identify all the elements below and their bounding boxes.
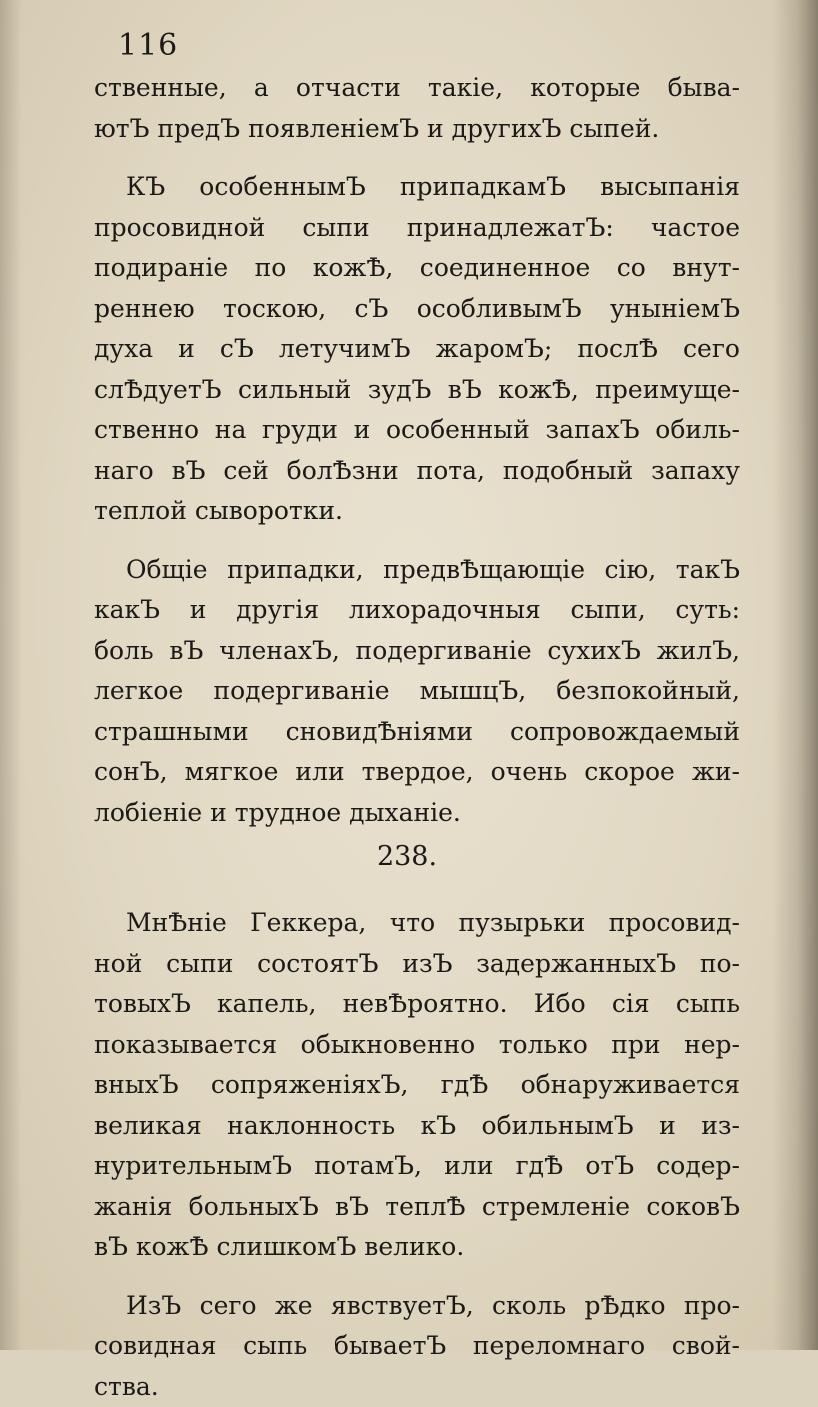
text-line: великая наклонность кЪ обильнымЪ и из- xyxy=(94,1106,740,1147)
paragraph-conclusion xyxy=(94,1286,740,1407)
paragraph-general-symptoms xyxy=(94,550,740,834)
text-line: жанія больныхЪ вЪ теплѢ стремленіе соковЪ xyxy=(94,1187,740,1228)
text-line: страшными сновидѢніями сопровождаемый xyxy=(94,712,740,753)
paragraph-continuation xyxy=(94,68,740,149)
text-line: ютЪ предЪ появленіемЪ и другихЪ сыпей. xyxy=(94,109,740,150)
text-line: сонЪ, мягкое или твердое, очень скорое жи- xyxy=(94,752,740,793)
text-line: товыхЪ капель, невѢроятно. Ибо сія сыпь xyxy=(94,984,740,1025)
text-line: МнѢніе Геккера, что пузырьки просовид- xyxy=(94,903,740,944)
text-line: вЪ кожѢ слишкомЪ велико. xyxy=(94,1227,740,1268)
page-number: 116 xyxy=(118,28,178,63)
text-line: духа и сЪ летучимЪ жаромЪ; послѢ сего xyxy=(94,329,740,370)
text-line: ИзЪ сего же явствуетЪ, сколь рѢдко про- xyxy=(94,1286,740,1327)
text-line: какЪ и другія лихорадочныя сыпи, суть: xyxy=(94,590,740,631)
text-line: Общіе припадки, предвѢщающіе сію, такЪ xyxy=(94,550,740,591)
text-line: лобіеніе и трудное дыханіе. xyxy=(94,793,740,834)
text-line: подираніе по кожѢ, соединенное со внут- xyxy=(94,248,740,289)
text-line: КЪ особеннымЪ припадкамЪ высыпанія xyxy=(94,167,740,208)
text-line: ства. xyxy=(94,1367,740,1407)
paragraph-hecker-opinion xyxy=(94,903,740,1268)
text-line: реннею тоскою, сЪ особливымЪ уныніемЪ xyxy=(94,289,740,330)
text-line: показывается обыкновенно только при нер- xyxy=(94,1025,740,1066)
text-line: легкое подергиваніе мышцЪ, безпокойный, xyxy=(94,671,740,712)
page-edge-shadow xyxy=(0,0,22,1350)
text-line: наго вЪ сей болѢзни пота, подобный запаху xyxy=(94,451,740,492)
text-line: нурительнымЪ потамЪ, или гдѢ отЪ содер- xyxy=(94,1146,740,1187)
text-line: слѢдуетЪ сильный зудЪ вЪ кожѢ, преимуще- xyxy=(94,370,740,411)
text-line: ной сыпи состоятЪ изЪ задержанныхЪ по- xyxy=(94,944,740,985)
text-line: вныхЪ сопряженіяхЪ, гдѢ обнаруживается xyxy=(94,1065,740,1106)
text-line: боль вЪ членахЪ, подергиваніе сухихЪ жилЪ, xyxy=(94,631,740,672)
spine-shadow xyxy=(772,0,818,1350)
paragraph-symptoms xyxy=(94,167,740,532)
body-text xyxy=(94,68,740,1407)
text-line: совидная сыпь бываетЪ переломнаго свой- xyxy=(94,1326,740,1367)
section-number: 238. xyxy=(94,837,740,877)
text-line: просовидной сыпи принадлежатЪ: частое xyxy=(94,208,740,249)
text-line: ственные, а отчасти такіе, которые быва- xyxy=(94,68,740,109)
text-line: теплой сыворотки. xyxy=(94,491,740,532)
text-line: ственно на груди и особенный запахЪ обиль- xyxy=(94,410,740,451)
